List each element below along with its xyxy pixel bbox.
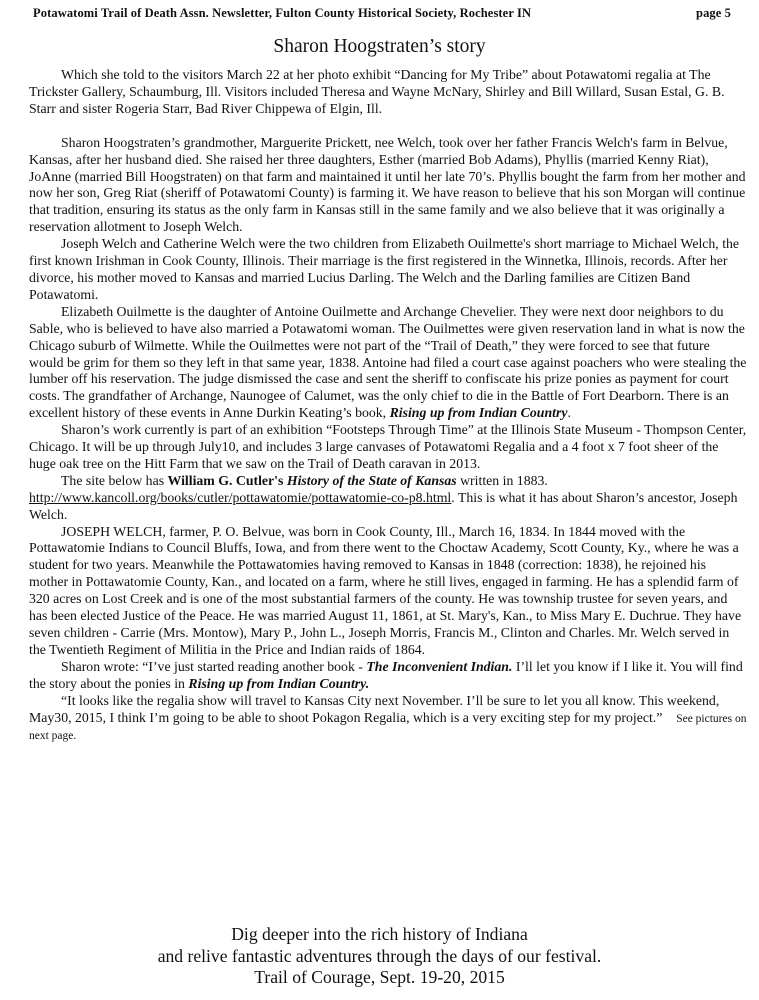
paragraph-regalia-show — [29, 693, 747, 746]
paragraph-cutler — [29, 473, 747, 524]
paragraph-exhibition: Sharon’s work currently is part of an exhibition “Footsteps Through Time” at the Illinois State Museum - Thompson Center, Chicago. It will be up through July10, and includes 3 large canvases of Potawatomi Regalia and a 4 foot x 7 foot sheer of the huge oak tree on the Hitt Farm that we saw on the Trail of Death caravan in 2013. — [29, 422, 747, 471]
paragraph-text: Elizabeth Ouilmette is the daughter of Antoine Ouilmette and Archange Chevelier. They were next door neighbors to du Sable, who is believed to have also married a Potawatomi woman. The Ouilmettes were given reservation land in what is now the Chicago suburb of Wilmette. While the Ouilmettes were not part of the “Trail of Death,” they were forced to see that future would be grim for them so they left in that same year, 1838. Antoine had filed a court case against poachers who were stealing the lumber off his reservation. The judge dismissed the case and sent the sheriff to confiscate his prize ponies as payment for court costs. The grandfather of Archange, Naunogee of Calumet, was the only chief to die in the Battle of Fort Dearborn. There is an excellent history of these events in Anne Durkin Keating’s book, — [29, 303, 747, 421]
paragraph-text: The site below has — [61, 472, 168, 488]
paragraph-sharon-wrote — [29, 659, 747, 693]
article-body — [29, 67, 747, 745]
book-title: Rising up from Indian Country — [389, 405, 568, 421]
paragraph-welch-children: Joseph Welch and Catherine Welch were the two children from Elizabeth Ouilmette's short marriage to Michael Welch, the first known Irishman in Cook County, Illinois. Their marriage is the first registered in the Winnetka, Illinois, records. After her divorce, his mother moved to Kansas and married Lucius Darling. The Welch and the Darling families are Citizen Band Potawatomi. — [29, 236, 740, 302]
promo-line: and relive fantastic adventures through the days of our festival. — [157, 945, 602, 966]
punctuation: . — [567, 405, 571, 421]
article-title: Sharon Hoogstraten’s story — [273, 36, 486, 57]
page-header — [33, 6, 731, 24]
paragraph-ouilmette — [29, 304, 747, 422]
paragraph-text: written in 1883. — [456, 472, 548, 488]
page-number: page 5 — [696, 6, 731, 20]
paragraph-grandmother: Sharon Hoogstraten’s grandmother, Marguerite Prickett, nee Welch, took over her father Francis Welch's farm in Belvue, Kansas, after her husband died. She raised her three daughters, Esther (married Bob Adams), Phyllis (married Kenny Riat), JoAnne (married Bill Hoogstraten) on that farm and maintained it until her late 70’s. Phyllis bought the farm from her mother and now her son, Greg Riat (sheriff of Potawatomi County) is farming it. We have reason to believe that his son Morgan will continue that tradition, ensuring its status as the only farm in Kansas still in the same family and we also believe that it was originally a reservation allotment to Joseph Welch. — [29, 134, 746, 235]
author-name: William G. Cutler's — [167, 472, 284, 488]
paragraph-text: . This is what it has about Sharon’s ancestor, Joseph Welch. — [29, 489, 738, 522]
book-title: The Inconvenient Indian. — [366, 658, 513, 674]
cutler-link[interactable]: http://www.kancoll.org/books/cutler/pottawatomie/pottawatomie-co-p8.html — [29, 489, 452, 505]
festival-promo — [0, 924, 759, 989]
paragraph-text: “It looks like the regalia show will travel to Kansas City next November. I’ll be sure to let you all know. This weekend, May30, 2015, I think I’m going to be able to shoot Pokagon Regalia, which is a very exciting step for my project.” — [29, 692, 720, 725]
book-title: Rising up from Indian Country. — [188, 675, 370, 691]
promo-line: Dig deeper into the rich history of Indiana — [231, 924, 528, 944]
paragraph-joseph-welch-bio: JOSEPH WELCH, farmer, P. O. Belvue, was born in Cook County, Ill., March 16, 1834. In 1844 moved with the Pottawatomie Indians to Council Bluffs, Iowa, and from there went to the Choctaw Academy, Scott County, Ky., where he was a student for two years. Meanwhile the Pottawatomies having removed to Kansas in 1848 (correction: 1838), he rejoined his mother in Pottawatomie County, Kan., and located on a farm, where he still lives, engaged in farming. He has a splendid farm of 320 acres on Lost Creek and is one of the most substantial farmers of the county. He was township trustee for seven years, and has been elected Justice of the Peace. He was married August 11, 1861, at St. Mary's, Kan., to Miss Mary E. Duchrue. They have seven children - Carrie (Mrs. Montow), Mary P., John L., Joseph Morris, Francis M., Clinton and Charles. Mr. Welch served in the Twentieth Regiment of Militia in the Price and Indian raids of 1864. — [29, 523, 742, 657]
see-pictures-note: See pictures on next page. — [29, 712, 747, 743]
paragraph-text: Sharon wrote: “I’ve just started reading another book - — [61, 658, 367, 674]
paragraph-text: I’ll let you know if I like it. You will find the story about the ponies in — [29, 658, 743, 691]
promo-line: Trail of Courage, Sept. 19-20, 2015 — [254, 967, 505, 987]
intro-paragraph: Which she told to the visitors March 22 at her photo exhibit “Dancing for My Tribe” about Potawatomi regalia at The Trickster Gallery, Schaumburg, Ill. Visitors included Theresa and Wayne McNary, Shirley and Bill Willard, Susan Estal, G. B. Starr and sister Rogeria Starr, Bad River Chippewa of Elgin, Ill. — [29, 67, 725, 116]
header-title: Potawatomi Trail of Death Assn. Newsletter, Fulton County Historical Society, Rochester IN — [33, 6, 532, 20]
book-title: History of the State of Kansas — [286, 472, 457, 488]
